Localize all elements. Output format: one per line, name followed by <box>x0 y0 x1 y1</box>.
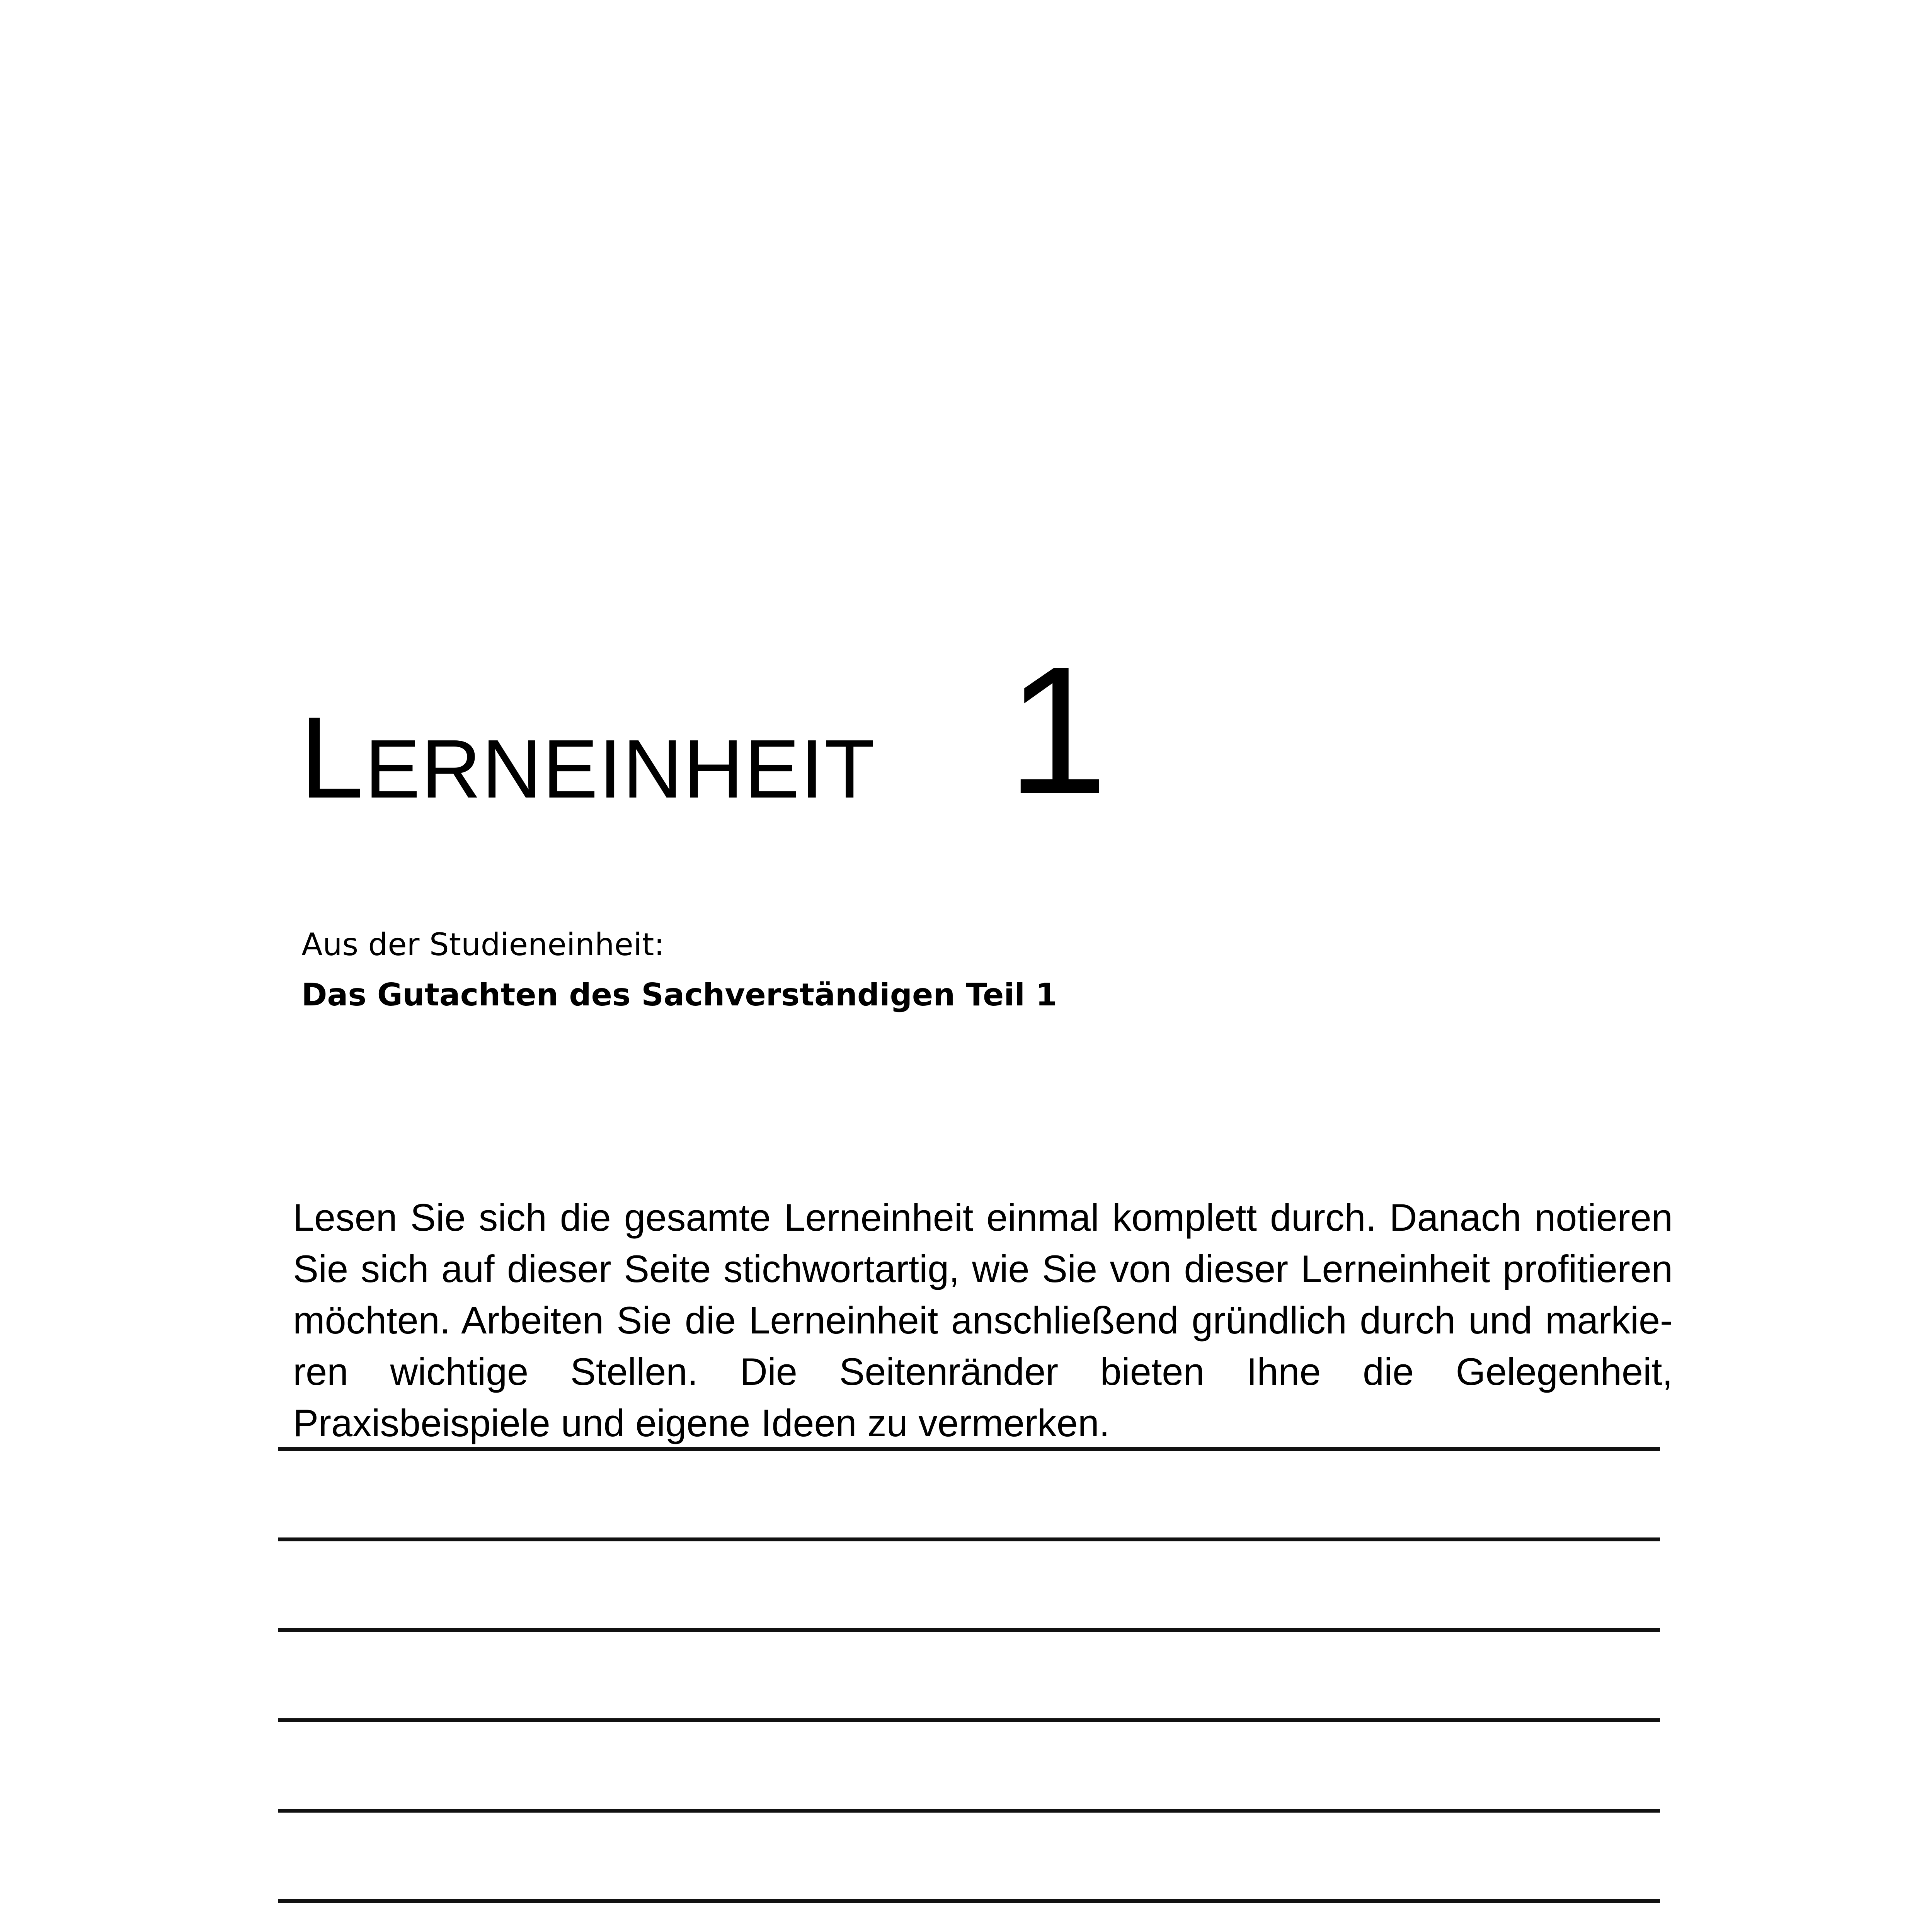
note-line <box>278 1447 1660 1451</box>
unit-heading <box>300 629 1304 866</box>
note-line <box>278 1718 1660 1722</box>
unit-heading-initial: L <box>300 692 365 822</box>
source-label: Aus der Studieneinheit: <box>301 927 665 963</box>
note-lines <box>278 1447 1660 1932</box>
source-title: Das Gutachten des Sachverständigen Teil 1 <box>301 977 1057 1013</box>
unit-heading-word <box>300 692 876 822</box>
source-block <box>301 920 1057 1020</box>
note-line <box>278 1537 1660 1541</box>
note-line <box>278 1899 1660 1903</box>
intro-paragraph: Lesen Sie sich die gesamte Lerneinheit einmal komplett durch. Danach notieren Sie sich auf dieser Seite stichwortartig, wie Sie von dieser Lerneinheit profitieren möchten. Arbeiten Sie die Lerneinheit anschließend gründlich durch und markie-ren wichtige Stellen. Die Seitenränder bieten Ihne die Gelegenheit, Praxisbeispiele und eigene Ideen zu vermerken. <box>293 1196 1673 1444</box>
unit-heading-rest: ERNEINHEIT <box>364 722 876 815</box>
note-line <box>278 1809 1660 1813</box>
unit-number: 1 <box>1007 629 1108 832</box>
note-line <box>278 1628 1660 1632</box>
